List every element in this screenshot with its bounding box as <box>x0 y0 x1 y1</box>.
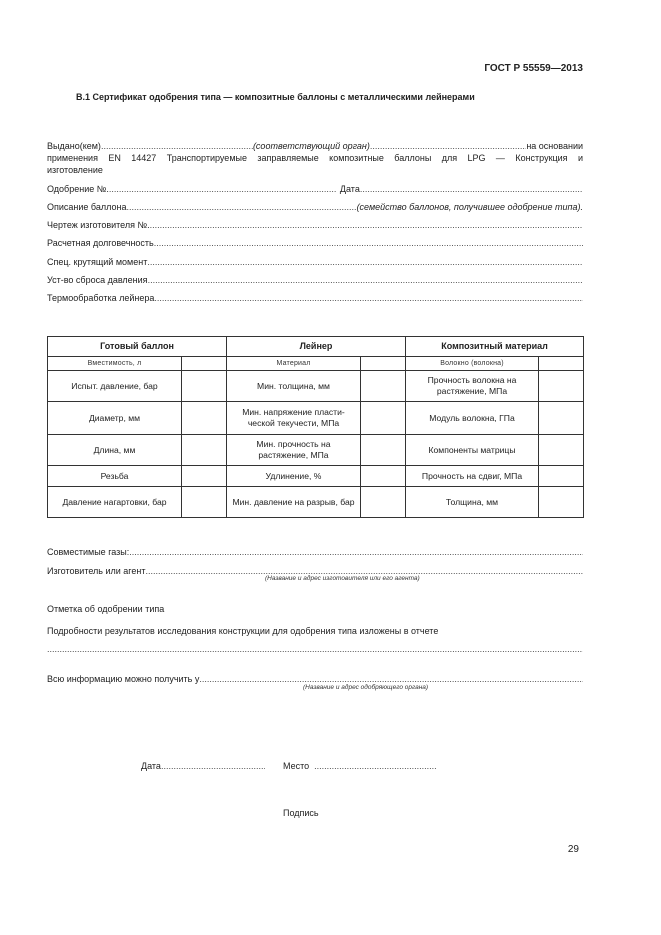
table-cell-blank <box>361 371 406 402</box>
description-line <box>47 201 583 213</box>
table-cell-blank <box>361 487 406 518</box>
table-cell: Прочность на сдвиг, МПа <box>406 466 539 487</box>
table-cell-blank <box>539 371 584 402</box>
issued-by-line2: применения EN 14427 Транспортируемые заправляемые композитные баллоны для LPG — Конструкция и <box>47 153 583 163</box>
field-label: Уст-во сброса давления <box>47 275 148 285</box>
table-cell: Длина, мм <box>48 435 182 466</box>
table-cell: Удлинение, % <box>227 466 361 487</box>
details-dotted-line <box>47 643 583 655</box>
table-cell: Диаметр, мм <box>48 402 182 435</box>
table-subheader-row <box>48 357 584 371</box>
table-cell: Толщина, мм <box>406 487 539 518</box>
date-line <box>141 760 265 772</box>
field-label: Спец. крутящий момент <box>47 257 148 267</box>
info-label: Всю информацию можно получить у <box>47 674 200 684</box>
table-cell-blank <box>539 357 584 371</box>
field-line <box>47 256 583 268</box>
issued-by-label: Выдано(кем) <box>47 141 101 151</box>
table-row <box>48 487 584 518</box>
table-subheader: Вместимость, л <box>48 357 182 371</box>
table-header-row <box>48 337 584 357</box>
place-line <box>283 760 436 772</box>
field-line <box>47 274 583 286</box>
place-label: Место <box>283 761 310 771</box>
table-subheader: Волокно (волокна) <box>406 357 539 371</box>
table-cell-blank <box>361 435 406 466</box>
table-cell: Компоненты матрицы <box>406 435 539 466</box>
info-caption: (Название и адрес одобряющего органа) <box>303 684 429 691</box>
table-cell-blank <box>182 371 227 402</box>
table-cell: Мин. напряжение пласти-ческой текучести, МПа <box>227 402 361 435</box>
table-cell: Мин. толщина, мм <box>227 371 361 402</box>
field-line <box>47 292 583 304</box>
table-cell: Прочность волокна на растяжение, МПа <box>406 371 539 402</box>
standard-code: ГОСТ Р 55559—2013 <box>484 63 583 74</box>
signature-label: Подпись <box>283 808 319 818</box>
issued-by-suffix: на основании <box>526 141 583 151</box>
table-cell: Мин. прочность на растяжение, МПа <box>227 435 361 466</box>
table-cell-blank <box>539 487 584 518</box>
field-label: Чертеж изготовителя №. <box>47 220 150 230</box>
issued-by-line <box>47 140 583 152</box>
specs-table <box>47 336 584 518</box>
approval-number-label: Одобрение №. <box>47 184 109 194</box>
gases-line <box>47 546 583 558</box>
table-cell: Давление нагартовки, бар <box>48 487 182 518</box>
details-text: Подробности результатов исследования конструкции для одобрения типа изложены в отчете <box>47 626 439 636</box>
table-header: Композитный материал <box>406 337 584 357</box>
table-cell-blank <box>539 402 584 435</box>
description-label: Описание баллона <box>47 202 127 212</box>
table-cell: Резьба <box>48 466 182 487</box>
table-cell-blank <box>361 402 406 435</box>
issued-by-body: (соответствующий орган) <box>252 141 370 151</box>
page-number: 29 <box>567 844 579 855</box>
issued-by-line3: изготовление <box>47 165 103 175</box>
field-label: Расчетная долговечность <box>47 238 154 248</box>
gases-label: Совместимые газы: <box>47 547 130 557</box>
table-cell-blank <box>361 466 406 487</box>
maker-label: Изготовитель или агент <box>47 566 146 576</box>
table-cell-blank <box>539 466 584 487</box>
field-label: Термообработка лейнера <box>47 293 155 303</box>
date-label: Дата <box>141 761 161 771</box>
table-cell: Испыт. давление, бар <box>48 371 182 402</box>
approval-date-label: Дата <box>339 184 360 194</box>
maker-caption: (Название и адрес изготовителя или его агента) <box>265 575 420 582</box>
table-cell: Мин. давление на разрыв, бар <box>227 487 361 518</box>
table-row <box>48 466 584 487</box>
table-cell-blank <box>182 357 227 371</box>
table-cell-blank <box>182 435 227 466</box>
table-row <box>48 435 584 466</box>
table-cell-blank <box>182 487 227 518</box>
table-cell-blank <box>539 435 584 466</box>
table-header: Лейнер <box>227 337 406 357</box>
approval-line <box>47 183 583 195</box>
table-cell: Модуль волокна, ГПа <box>406 402 539 435</box>
table-cell-blank <box>361 357 406 371</box>
description-italic: (семейство баллонов, получившее одобрение типа). <box>356 202 583 212</box>
table-row <box>48 371 584 402</box>
approval-mark-label: Отметка об одобрении типа <box>47 604 165 614</box>
table-cell-blank <box>182 466 227 487</box>
field-line <box>47 219 583 231</box>
field-line <box>47 237 583 249</box>
table-cell-blank <box>182 402 227 435</box>
table-subheader: Материал <box>227 357 361 371</box>
table-row <box>48 402 584 435</box>
table-header: Готовый баллон <box>48 337 227 357</box>
section-title: В.1 Сертификат одобрения типа — композитные баллоны с металлическими лейнерами <box>76 92 475 102</box>
